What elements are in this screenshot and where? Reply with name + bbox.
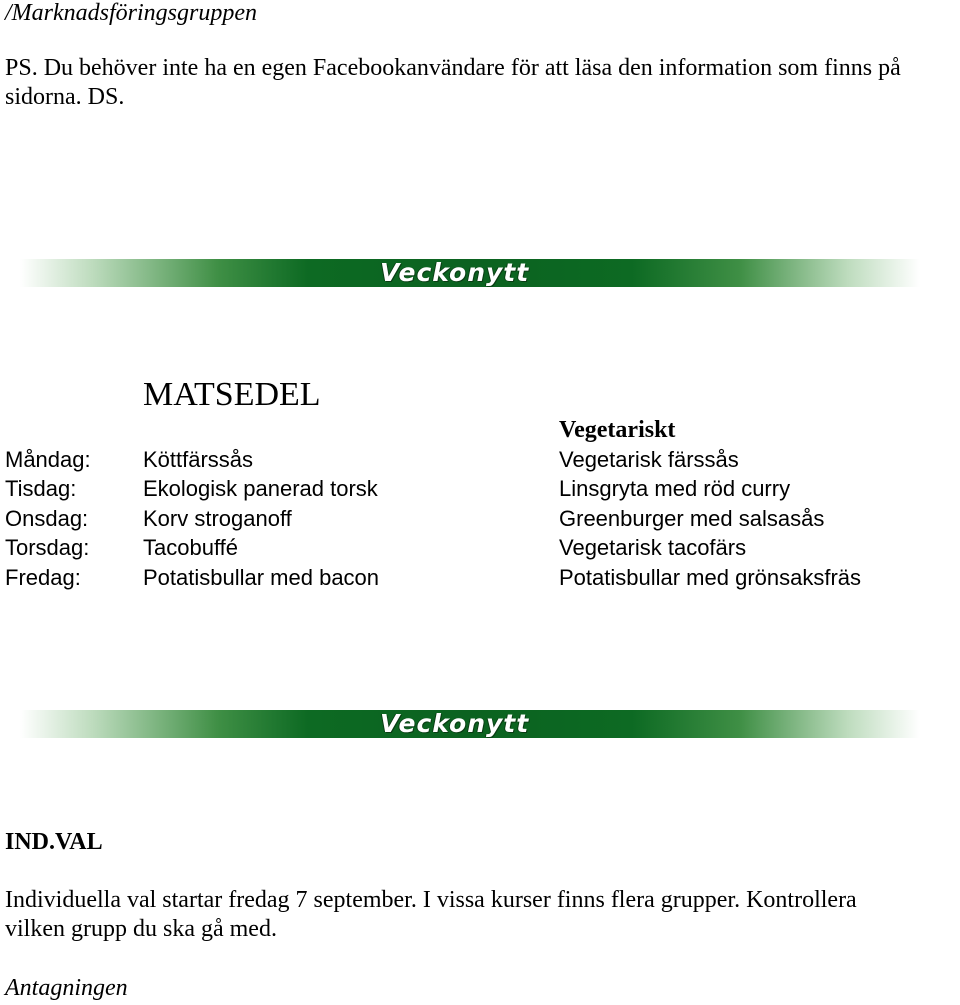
menu-row — [0, 563, 960, 592]
ps-note-line-2: sidorna. DS. — [5, 84, 125, 110]
menu-day: Måndag: — [5, 447, 91, 472]
menu-row — [0, 445, 960, 474]
ind-val-heading: IND.VAL — [5, 829, 103, 855]
banner-label: Veckonytt — [380, 258, 530, 287]
menu-dish: Köttfärssås — [143, 447, 254, 472]
menu-day: Tisdag: — [5, 476, 77, 501]
menu-row — [0, 533, 960, 562]
menu-day: Onsdag: — [5, 506, 89, 531]
menu-day: Fredag: — [5, 565, 81, 590]
ind-val-line-2: vilken grupp du ska gå med. — [5, 916, 277, 942]
menu-veg-dish: Vegetarisk tacofärs — [559, 535, 747, 560]
ind-val-line-1: Individuella val startar fredag 7 september. I vissa kurser finns flera grupper. Kontrollera — [5, 887, 857, 913]
group-signature: /Marknadsföringsgruppen — [5, 0, 257, 26]
menu-dish: Potatisbullar med bacon — [143, 565, 380, 590]
menu-dish: Tacobuffé — [143, 535, 239, 560]
admissions-signature: Antagningen — [5, 975, 128, 1001]
menu-veg-dish: Potatisbullar med grönsaksfräs — [559, 565, 862, 590]
menu-veg-dish: Linsgryta med röd curry — [559, 476, 791, 501]
menu-dish: Korv stroganoff — [143, 506, 292, 531]
veckonytt-banner — [0, 706, 960, 742]
menu-day: Torsdag: — [5, 535, 90, 560]
banner-label: Veckonytt — [380, 709, 530, 738]
menu-row — [0, 504, 960, 533]
menu-title: MATSEDEL — [143, 376, 321, 413]
menu-dish: Ekologisk panerad torsk — [143, 476, 378, 501]
veckonytt-banner — [0, 255, 960, 291]
menu-row — [0, 474, 960, 503]
menu-veg-dish: Vegetarisk färssås — [559, 447, 739, 472]
vegetarian-column-header: Vegetariskt — [559, 417, 676, 443]
menu-veg-dish: Greenburger med salsasås — [559, 506, 825, 531]
ps-note-line-1: PS. Du behöver inte ha en egen Facebookanvändare för att läsa den information som finns på — [5, 55, 901, 81]
